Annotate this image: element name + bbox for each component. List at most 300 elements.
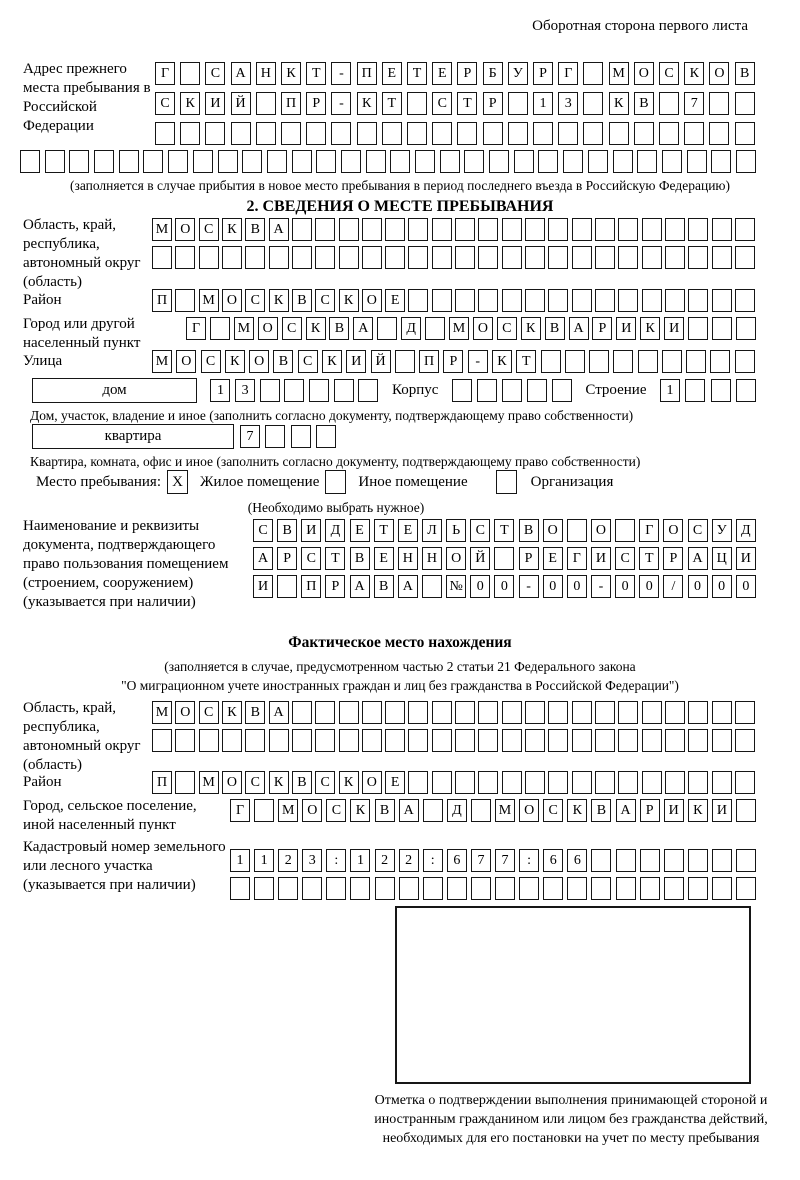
form-cell[interactable] xyxy=(495,877,515,900)
form-cell[interactable]: 3 xyxy=(235,379,255,402)
form-cell[interactable] xyxy=(502,771,522,794)
form-cell[interactable] xyxy=(712,849,732,872)
form-cell[interactable]: Т xyxy=(374,519,394,542)
form-cell[interactable]: Р xyxy=(663,547,683,570)
form-cell[interactable] xyxy=(399,877,419,900)
form-cell[interactable] xyxy=(595,771,615,794)
form-cell[interactable] xyxy=(502,289,522,312)
form-cell[interactable] xyxy=(548,289,568,312)
form-cell[interactable] xyxy=(710,350,730,373)
form-cell[interactable]: 0 xyxy=(712,575,732,598)
form-cell[interactable] xyxy=(415,150,435,173)
form-cell[interactable] xyxy=(558,122,578,145)
form-cell[interactable] xyxy=(408,771,428,794)
form-cell[interactable] xyxy=(119,150,139,173)
form-cell[interactable] xyxy=(595,218,615,241)
form-cell[interactable]: К xyxy=(222,218,242,241)
form-cell[interactable]: - xyxy=(591,575,611,598)
form-cell[interactable] xyxy=(292,218,312,241)
form-cell[interactable] xyxy=(339,246,359,269)
form-cell[interactable]: А xyxy=(398,575,418,598)
form-cell[interactable] xyxy=(688,218,708,241)
form-cell[interactable]: И xyxy=(253,575,273,598)
form-cell[interactable] xyxy=(205,122,225,145)
form-cell[interactable] xyxy=(502,729,522,752)
form-cell[interactable]: К xyxy=(684,62,704,85)
form-cell[interactable] xyxy=(315,246,335,269)
form-cell[interactable] xyxy=(595,246,615,269)
form-cell[interactable]: С xyxy=(298,350,318,373)
form-cell[interactable]: К xyxy=(688,799,708,822)
form-cell[interactable] xyxy=(548,218,568,241)
form-cell[interactable]: К xyxy=(180,92,200,115)
form-cell[interactable]: 0 xyxy=(470,575,490,598)
form-cell[interactable]: А xyxy=(616,799,636,822)
form-cell[interactable] xyxy=(284,379,304,402)
form-cell[interactable] xyxy=(541,350,561,373)
form-cell[interactable] xyxy=(688,317,708,340)
form-cell[interactable] xyxy=(543,877,563,900)
form-cell[interactable] xyxy=(362,729,382,752)
form-cell[interactable] xyxy=(688,701,708,724)
form-cell[interactable] xyxy=(326,877,346,900)
form-cell[interactable] xyxy=(315,701,335,724)
form-cell[interactable] xyxy=(538,150,558,173)
form-cell[interactable] xyxy=(736,317,756,340)
form-cell[interactable] xyxy=(358,379,378,402)
form-cell[interactable]: В xyxy=(245,218,265,241)
form-cell[interactable] xyxy=(455,246,475,269)
form-cell[interactable] xyxy=(291,425,311,448)
form-cell[interactable] xyxy=(552,379,572,402)
form-cell[interactable]: 7 xyxy=(240,425,260,448)
form-cell[interactable]: Ь xyxy=(446,519,466,542)
form-cell[interactable]: О xyxy=(591,519,611,542)
form-cell[interactable]: 6 xyxy=(543,849,563,872)
form-cell[interactable]: А xyxy=(688,547,708,570)
form-cell[interactable] xyxy=(735,218,755,241)
form-cell[interactable]: С xyxy=(688,519,708,542)
form-cell[interactable]: Е xyxy=(374,547,394,570)
form-cell[interactable] xyxy=(471,799,491,822)
form-cell[interactable] xyxy=(659,92,679,115)
form-cell[interactable]: К xyxy=(609,92,629,115)
form-cell[interactable] xyxy=(563,150,583,173)
form-cell[interactable] xyxy=(407,92,427,115)
form-cell[interactable] xyxy=(331,122,351,145)
form-cell[interactable]: К xyxy=(521,317,541,340)
form-cell[interactable]: 6 xyxy=(567,849,587,872)
form-cell[interactable] xyxy=(684,122,704,145)
form-cell[interactable] xyxy=(548,246,568,269)
form-cell[interactable]: 1 xyxy=(210,379,230,402)
form-cell[interactable] xyxy=(334,379,354,402)
form-cell[interactable] xyxy=(20,150,40,173)
form-cell[interactable] xyxy=(688,729,708,752)
form-cell[interactable] xyxy=(292,246,312,269)
form-cell[interactable] xyxy=(548,729,568,752)
form-cell[interactable] xyxy=(508,122,528,145)
form-cell[interactable] xyxy=(382,122,402,145)
form-cell[interactable] xyxy=(572,218,592,241)
form-cell[interactable] xyxy=(69,150,89,173)
form-cell[interactable]: К xyxy=(225,350,245,373)
form-cell[interactable]: С xyxy=(155,92,175,115)
form-cell[interactable]: О xyxy=(175,701,195,724)
form-cell[interactable]: О xyxy=(663,519,683,542)
form-cell[interactable]: 0 xyxy=(494,575,514,598)
form-cell[interactable] xyxy=(242,150,262,173)
form-cell[interactable] xyxy=(385,701,405,724)
form-cell[interactable] xyxy=(525,246,545,269)
stay-option-organization-checkbox[interactable] xyxy=(496,470,517,494)
form-cell[interactable] xyxy=(637,150,657,173)
form-cell[interactable] xyxy=(736,379,756,402)
form-cell[interactable] xyxy=(613,350,633,373)
form-cell[interactable] xyxy=(735,729,755,752)
form-cell[interactable] xyxy=(634,122,654,145)
form-cell[interactable] xyxy=(572,771,592,794)
form-cell[interactable] xyxy=(712,289,732,312)
form-cell[interactable]: П xyxy=(152,771,172,794)
form-cell[interactable]: М xyxy=(234,317,254,340)
form-cell[interactable]: М xyxy=(152,218,172,241)
form-cell[interactable]: Д xyxy=(325,519,345,542)
form-cell[interactable] xyxy=(525,701,545,724)
form-cell[interactable]: Г xyxy=(639,519,659,542)
form-cell[interactable] xyxy=(508,92,528,115)
form-cell[interactable] xyxy=(339,729,359,752)
form-cell[interactable]: : xyxy=(519,849,539,872)
form-cell[interactable] xyxy=(385,729,405,752)
form-cell[interactable] xyxy=(425,317,445,340)
form-cell[interactable]: Р xyxy=(443,350,463,373)
form-cell[interactable] xyxy=(514,150,534,173)
form-cell[interactable]: Г xyxy=(567,547,587,570)
form-cell[interactable] xyxy=(735,289,755,312)
form-cell[interactable]: В xyxy=(634,92,654,115)
form-cell[interactable] xyxy=(709,122,729,145)
form-cell[interactable] xyxy=(432,701,452,724)
form-cell[interactable] xyxy=(688,849,708,872)
form-cell[interactable] xyxy=(642,246,662,269)
form-cell[interactable]: Г xyxy=(186,317,206,340)
form-cell[interactable]: 7 xyxy=(471,849,491,872)
form-cell[interactable] xyxy=(408,289,428,312)
form-cell[interactable]: Е xyxy=(385,289,405,312)
form-cell[interactable]: О xyxy=(362,771,382,794)
form-cell[interactable]: Ц xyxy=(712,547,732,570)
form-cell[interactable]: И xyxy=(712,799,732,822)
form-cell[interactable] xyxy=(478,289,498,312)
form-cell[interactable] xyxy=(525,729,545,752)
form-cell[interactable] xyxy=(45,150,65,173)
form-cell[interactable]: И xyxy=(205,92,225,115)
form-cell[interactable] xyxy=(478,701,498,724)
form-cell[interactable]: А xyxy=(231,62,251,85)
form-cell[interactable] xyxy=(316,150,336,173)
form-cell[interactable]: 1 xyxy=(533,92,553,115)
form-cell[interactable] xyxy=(640,849,660,872)
form-cell[interactable]: В xyxy=(374,575,394,598)
form-cell[interactable]: О xyxy=(249,350,269,373)
form-cell[interactable] xyxy=(616,849,636,872)
form-cell[interactable] xyxy=(735,92,755,115)
form-cell[interactable] xyxy=(339,218,359,241)
form-cell[interactable]: Е xyxy=(382,62,402,85)
form-cell[interactable] xyxy=(572,729,592,752)
form-cell[interactable]: Р xyxy=(457,62,477,85)
form-cell[interactable]: О xyxy=(473,317,493,340)
form-cell[interactable] xyxy=(152,729,172,752)
form-cell[interactable] xyxy=(618,771,638,794)
form-cell[interactable] xyxy=(362,246,382,269)
form-cell[interactable] xyxy=(245,246,265,269)
form-cell[interactable]: С xyxy=(659,62,679,85)
form-cell[interactable] xyxy=(548,771,568,794)
form-cell[interactable] xyxy=(265,425,285,448)
form-cell[interactable]: Т xyxy=(325,547,345,570)
form-cell[interactable] xyxy=(395,350,415,373)
form-cell[interactable]: П xyxy=(357,62,377,85)
form-cell[interactable]: Е xyxy=(398,519,418,542)
form-cell[interactable] xyxy=(377,317,397,340)
form-cell[interactable] xyxy=(642,218,662,241)
form-cell[interactable] xyxy=(502,379,522,402)
form-cell[interactable] xyxy=(256,92,276,115)
form-cell[interactable] xyxy=(709,92,729,115)
form-cell[interactable] xyxy=(595,289,615,312)
form-cell[interactable] xyxy=(483,122,503,145)
form-cell[interactable] xyxy=(664,849,684,872)
form-cell[interactable]: Т xyxy=(382,92,402,115)
form-cell[interactable]: К xyxy=(492,350,512,373)
form-cell[interactable]: Р xyxy=(592,317,612,340)
form-cell[interactable] xyxy=(455,218,475,241)
form-cell[interactable]: - xyxy=(331,92,351,115)
form-cell[interactable] xyxy=(712,317,732,340)
form-cell[interactable]: Р xyxy=(325,575,345,598)
form-cell[interactable] xyxy=(199,246,219,269)
form-cell[interactable] xyxy=(735,246,755,269)
form-cell[interactable]: Й xyxy=(371,350,391,373)
form-cell[interactable] xyxy=(618,729,638,752)
form-cell[interactable] xyxy=(408,729,428,752)
form-cell[interactable] xyxy=(143,150,163,173)
form-cell[interactable] xyxy=(341,150,361,173)
form-cell[interactable] xyxy=(519,877,539,900)
form-cell[interactable] xyxy=(440,150,460,173)
form-cell[interactable]: А xyxy=(350,575,370,598)
form-cell[interactable]: 0 xyxy=(615,575,635,598)
form-cell[interactable] xyxy=(478,729,498,752)
form-cell[interactable] xyxy=(712,701,732,724)
form-cell[interactable]: О xyxy=(176,350,196,373)
form-cell[interactable] xyxy=(316,425,336,448)
form-cell[interactable]: 0 xyxy=(688,575,708,598)
form-cell[interactable]: В xyxy=(591,799,611,822)
form-cell[interactable]: 2 xyxy=(278,849,298,872)
form-cell[interactable] xyxy=(659,122,679,145)
form-cell[interactable]: Т xyxy=(306,62,326,85)
form-cell[interactable]: Т xyxy=(639,547,659,570)
form-cell[interactable]: / xyxy=(663,575,683,598)
form-cell[interactable] xyxy=(281,122,301,145)
form-cell[interactable]: С xyxy=(470,519,490,542)
form-cell[interactable] xyxy=(502,701,522,724)
form-cell[interactable]: В xyxy=(245,701,265,724)
form-cell[interactable] xyxy=(315,218,335,241)
form-cell[interactable] xyxy=(567,519,587,542)
form-cell[interactable] xyxy=(230,877,250,900)
form-cell[interactable]: Н xyxy=(256,62,276,85)
form-cell[interactable] xyxy=(735,701,755,724)
form-cell[interactable]: Г xyxy=(155,62,175,85)
form-cell[interactable]: У xyxy=(508,62,528,85)
form-cell[interactable]: С xyxy=(301,547,321,570)
form-cell[interactable] xyxy=(180,122,200,145)
form-cell[interactable] xyxy=(525,289,545,312)
form-cell[interactable]: О xyxy=(634,62,654,85)
form-cell[interactable] xyxy=(455,289,475,312)
form-cell[interactable]: Н xyxy=(422,547,442,570)
form-cell[interactable]: К xyxy=(306,317,326,340)
form-cell[interactable]: И xyxy=(664,799,684,822)
form-cell[interactable] xyxy=(455,701,475,724)
form-cell[interactable] xyxy=(640,877,660,900)
form-cell[interactable] xyxy=(711,150,731,173)
form-cell[interactable] xyxy=(662,350,682,373)
form-cell[interactable]: : xyxy=(326,849,346,872)
form-cell[interactable]: Р xyxy=(483,92,503,115)
form-cell[interactable]: А xyxy=(253,547,273,570)
form-cell[interactable]: К xyxy=(269,771,289,794)
form-cell[interactable] xyxy=(489,150,509,173)
form-cell[interactable] xyxy=(591,877,611,900)
form-cell[interactable]: В xyxy=(273,350,293,373)
form-cell[interactable] xyxy=(175,246,195,269)
form-cell[interactable]: У xyxy=(712,519,732,542)
form-cell[interactable] xyxy=(665,701,685,724)
form-cell[interactable]: С xyxy=(199,218,219,241)
form-cell[interactable]: О xyxy=(222,289,242,312)
form-cell[interactable] xyxy=(315,729,335,752)
form-cell[interactable] xyxy=(583,62,603,85)
form-cell[interactable]: Р xyxy=(640,799,660,822)
form-cell[interactable]: 1 xyxy=(254,849,274,872)
form-cell[interactable]: 0 xyxy=(736,575,756,598)
form-cell[interactable] xyxy=(471,877,491,900)
form-cell[interactable]: П xyxy=(301,575,321,598)
form-cell[interactable]: В xyxy=(545,317,565,340)
form-cell[interactable]: О xyxy=(258,317,278,340)
form-cell[interactable] xyxy=(292,729,312,752)
form-cell[interactable] xyxy=(665,729,685,752)
form-cell[interactable] xyxy=(408,701,428,724)
form-cell[interactable] xyxy=(269,246,289,269)
form-cell[interactable] xyxy=(525,218,545,241)
form-cell[interactable]: О xyxy=(543,519,563,542)
form-cell[interactable] xyxy=(231,122,251,145)
form-cell[interactable] xyxy=(735,350,755,373)
form-cell[interactable]: С xyxy=(245,289,265,312)
form-cell[interactable]: Е xyxy=(350,519,370,542)
form-cell[interactable] xyxy=(447,877,467,900)
form-cell[interactable]: К xyxy=(281,62,301,85)
form-cell[interactable]: 3 xyxy=(302,849,322,872)
form-cell[interactable] xyxy=(222,246,242,269)
stay-option-other-premises-checkbox[interactable] xyxy=(325,470,346,494)
form-cell[interactable]: А xyxy=(269,701,289,724)
form-cell[interactable] xyxy=(254,877,274,900)
form-cell[interactable] xyxy=(175,771,195,794)
form-cell[interactable]: А xyxy=(269,218,289,241)
form-cell[interactable]: Е xyxy=(432,62,452,85)
form-cell[interactable]: В xyxy=(375,799,395,822)
form-cell[interactable]: Й xyxy=(470,547,490,570)
form-cell[interactable] xyxy=(618,218,638,241)
form-cell[interactable]: С xyxy=(497,317,517,340)
form-cell[interactable] xyxy=(152,246,172,269)
form-cell[interactable] xyxy=(595,729,615,752)
form-cell[interactable] xyxy=(565,350,585,373)
form-cell[interactable] xyxy=(567,877,587,900)
form-cell[interactable] xyxy=(277,575,297,598)
form-cell[interactable] xyxy=(712,218,732,241)
form-cell[interactable]: В xyxy=(292,771,312,794)
form-cell[interactable] xyxy=(199,729,219,752)
form-cell[interactable]: М xyxy=(199,771,219,794)
form-cell[interactable] xyxy=(712,771,732,794)
form-cell[interactable]: Т xyxy=(494,519,514,542)
form-cell[interactable]: К xyxy=(322,350,342,373)
form-cell[interactable] xyxy=(366,150,386,173)
form-cell[interactable]: С xyxy=(253,519,273,542)
form-cell[interactable]: Е xyxy=(543,547,563,570)
form-cell[interactable] xyxy=(306,122,326,145)
form-cell[interactable]: М xyxy=(609,62,629,85)
form-cell[interactable] xyxy=(665,246,685,269)
form-cell[interactable] xyxy=(583,92,603,115)
form-cell[interactable] xyxy=(618,289,638,312)
form-cell[interactable]: Т xyxy=(407,62,427,85)
form-cell[interactable] xyxy=(525,771,545,794)
form-cell[interactable] xyxy=(665,218,685,241)
form-cell[interactable] xyxy=(385,246,405,269)
form-cell[interactable] xyxy=(375,877,395,900)
form-cell[interactable] xyxy=(618,246,638,269)
form-cell[interactable]: О xyxy=(302,799,322,822)
form-cell[interactable]: М xyxy=(495,799,515,822)
form-cell[interactable]: И xyxy=(346,350,366,373)
form-cell[interactable] xyxy=(533,122,553,145)
form-cell[interactable]: М xyxy=(199,289,219,312)
form-cell[interactable]: 1 xyxy=(660,379,680,402)
form-cell[interactable]: К xyxy=(339,771,359,794)
form-cell[interactable] xyxy=(616,877,636,900)
form-cell[interactable]: В xyxy=(519,519,539,542)
form-cell[interactable] xyxy=(455,729,475,752)
form-cell[interactable] xyxy=(686,350,706,373)
form-cell[interactable] xyxy=(175,289,195,312)
form-cell[interactable]: О xyxy=(446,547,466,570)
form-cell[interactable] xyxy=(688,246,708,269)
form-cell[interactable] xyxy=(712,246,732,269)
form-cell[interactable] xyxy=(477,379,497,402)
form-cell[interactable]: - xyxy=(331,62,351,85)
form-cell[interactable] xyxy=(175,729,195,752)
form-cell[interactable]: Р xyxy=(306,92,326,115)
